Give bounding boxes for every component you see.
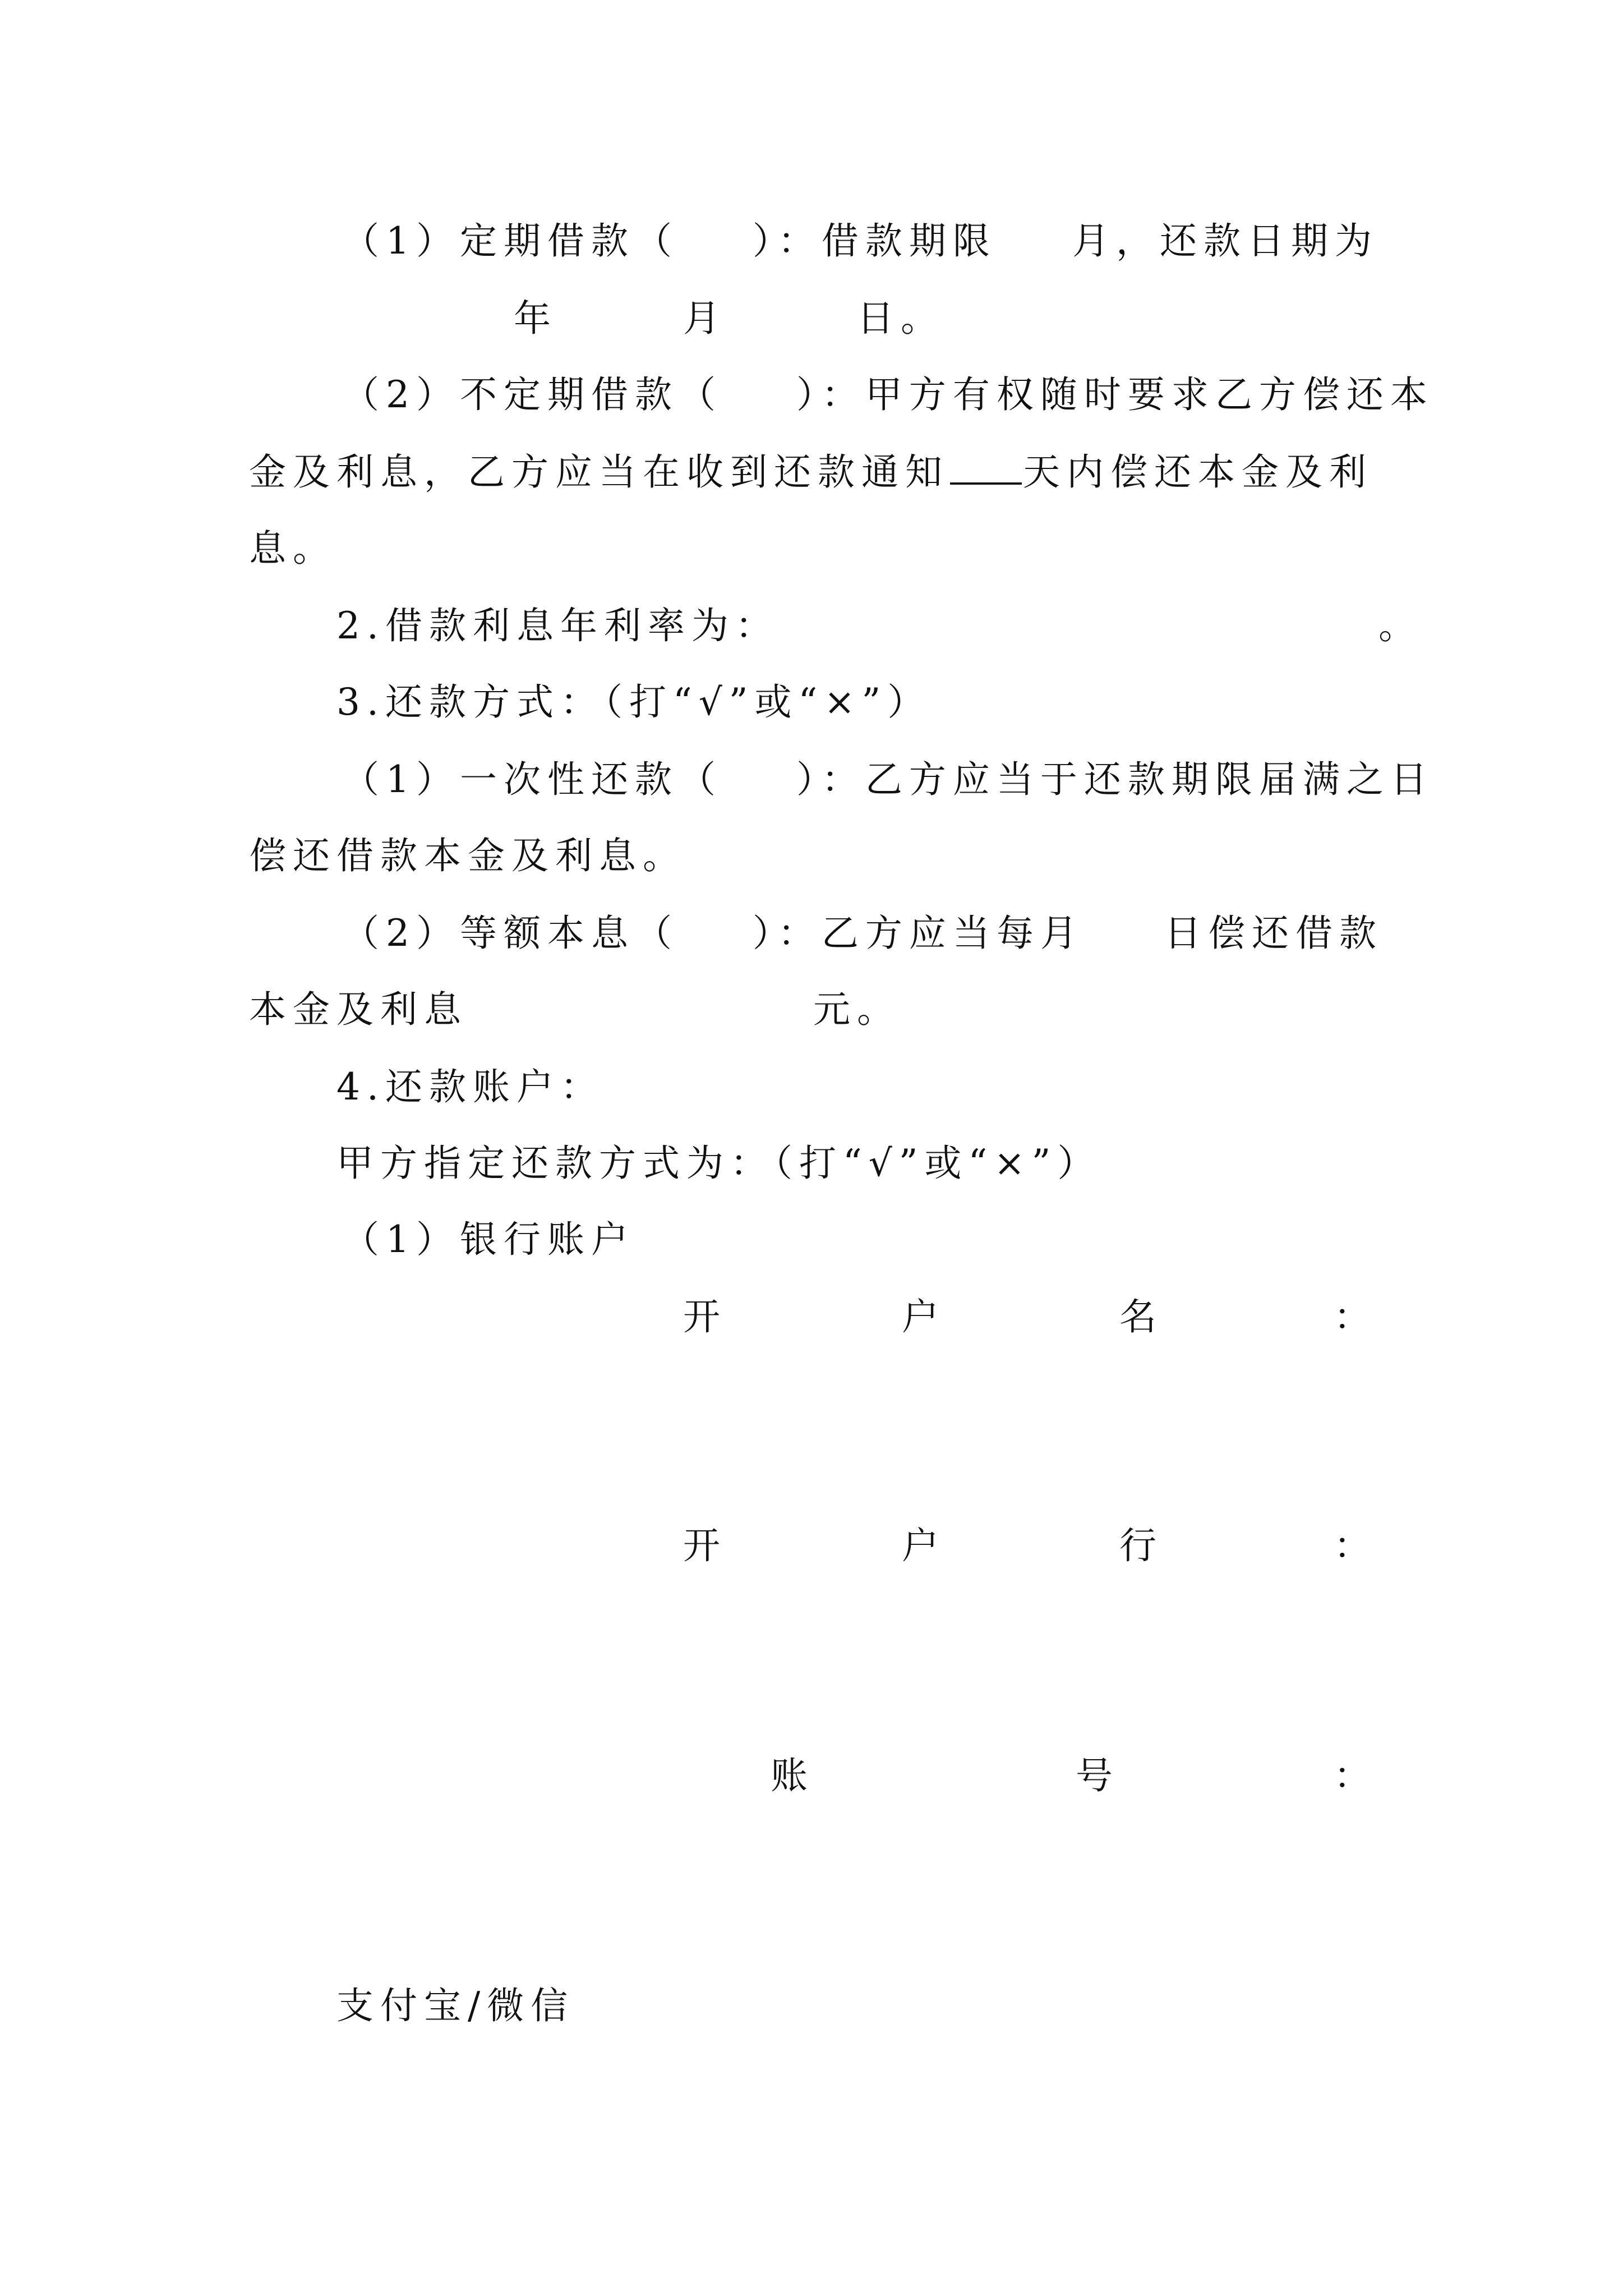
clause-fixed-term-loan: （1）定期借款（ ）：借款期限 (342, 219, 997, 263)
clause-equal-installment-cont: 本金及利息 (249, 988, 468, 1031)
interest-rate-end: 。 (1378, 604, 1422, 647)
account-name-colon: ： (1334, 1295, 1377, 1338)
bank-account-option: （1）银行账户 (342, 1218, 635, 1261)
amount-yuan-label: 元。 (813, 988, 901, 1031)
date-month-label: 月 (683, 297, 727, 340)
bank-name-char-1: 开 (683, 1524, 727, 1567)
clause-lump-sum-cont: 偿还借款本金及利息。 (249, 834, 686, 877)
repayment-method-heading: 3.还款方式：（打“√”或“×”） (336, 680, 932, 724)
clause-equal-installment: （2）等额本息（ ）：乙方应当每月 (342, 912, 1084, 955)
bank-name-char-2: 户 (902, 1524, 946, 1567)
bank-name-colon: ： (1334, 1524, 1377, 1567)
account-number-char-2: 号 (1076, 1754, 1119, 1797)
clause-indefinite-loan-end: 息。 (249, 527, 336, 570)
bank-name-char-3: 行 (1119, 1524, 1163, 1567)
account-number-colon: ： (1334, 1754, 1377, 1797)
date-year-label: 年 (514, 297, 557, 340)
days-blank-underline (950, 453, 1022, 485)
account-name-char-1: 开 (683, 1295, 727, 1338)
clause-fixed-term-repay-date: 月，还款日期为 (1072, 219, 1378, 263)
account-name-char-2: 户 (902, 1295, 946, 1338)
date-day-label: 日。 (857, 297, 944, 340)
repayment-account-heading: 4.还款账户： (336, 1065, 604, 1108)
designated-method-label: 甲方指定还款方式为：（打“√”或“×”） (336, 1142, 1101, 1185)
account-number-char-1: 账 (771, 1754, 814, 1797)
alipay-wechat-option: 支付宝/微信 (336, 1984, 575, 2027)
clause-indefinite-loan-cont-a: 金及利息，乙方应当在收到还款通知 天内偿还本金及利 (249, 450, 1373, 494)
interest-rate-label: 2.借款利息年利率为： (336, 604, 779, 647)
clause-equal-installment-day: 日偿还借款 (1164, 912, 1383, 955)
account-name-char-3: 名 (1119, 1295, 1163, 1338)
clause-indefinite-loan: （2）不定期借款（ ）：甲方有权随时要求乙方偿还本 (342, 373, 1434, 416)
clause-lump-sum: （1）一次性还款（ ）：乙方应当于还款期限届满之日 (342, 758, 1434, 801)
